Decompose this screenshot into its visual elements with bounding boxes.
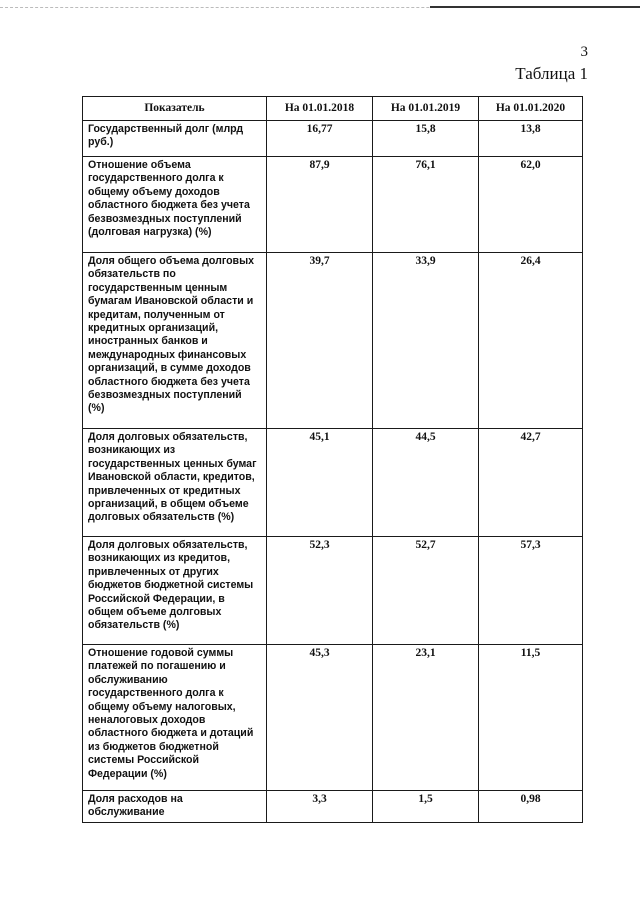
value-2018: 45,3 bbox=[267, 645, 373, 791]
value-2019: 23,1 bbox=[373, 645, 479, 791]
value-2018: 52,3 bbox=[267, 537, 373, 645]
header-2018: На 01.01.2018 bbox=[267, 97, 373, 121]
debt-indicators-table bbox=[82, 96, 583, 823]
value-2020: 62,0 bbox=[479, 157, 583, 253]
value-2019: 44,5 bbox=[373, 429, 479, 537]
indicator-cell: Государственный долг (млрд руб.) bbox=[83, 121, 267, 157]
value-2020: 0,98 bbox=[479, 791, 583, 823]
value-2020: 13,8 bbox=[479, 121, 583, 157]
value-2019: 15,8 bbox=[373, 121, 479, 157]
value-2018: 3,3 bbox=[267, 791, 373, 823]
table-row bbox=[83, 645, 583, 791]
scan-edge-mark bbox=[430, 6, 640, 8]
header-2019: На 01.01.2019 bbox=[373, 97, 479, 121]
value-2018: 16,77 bbox=[267, 121, 373, 157]
table-row bbox=[83, 791, 583, 823]
table-row bbox=[83, 429, 583, 537]
value-2018: 87,9 bbox=[267, 157, 373, 253]
value-2020: 57,3 bbox=[479, 537, 583, 645]
table-header-row bbox=[83, 97, 583, 121]
value-2020: 11,5 bbox=[479, 645, 583, 791]
table-row bbox=[83, 253, 583, 429]
value-2019: 52,7 bbox=[373, 537, 479, 645]
value-2019: 1,5 bbox=[373, 791, 479, 823]
table-caption: Таблица 1 bbox=[515, 64, 588, 83]
indicator-cell: Доля долговых обязательств, возникающих из государственных ценных бумаг Ивановской области, кредитов, привлеченных от кредитных организаций, в общем объеме долговых обязательств (%) bbox=[83, 429, 267, 537]
value-2018: 39,7 bbox=[267, 253, 373, 429]
value-2019: 76,1 bbox=[373, 157, 479, 253]
indicator-cell: Доля расходов на обслуживание bbox=[83, 791, 267, 823]
table-row bbox=[83, 157, 583, 253]
indicator-cell: Отношение объема государственного долга к общему объему доходов областного бюджета без учета безвозмездных поступлений (долговая нагрузка) (%) bbox=[83, 157, 267, 253]
table-row bbox=[83, 121, 583, 157]
indicator-cell: Доля долговых обязательств, возникающих из кредитов, привлеченных от других бюджетов бюджетной системы Российской Федерации, в общем объеме долговых обязательств (%) bbox=[83, 537, 267, 645]
value-2019: 33,9 bbox=[373, 253, 479, 429]
value-2020: 42,7 bbox=[479, 429, 583, 537]
page-number: 3 bbox=[580, 44, 588, 60]
value-2018: 45,1 bbox=[267, 429, 373, 537]
value-2020: 26,4 bbox=[479, 253, 583, 429]
table-row bbox=[83, 537, 583, 645]
indicator-cell: Отношение годовой суммы платежей по погашению и обслуживанию государственного долга к общему объему налоговых, неналоговых доходов областного бюджета и дотаций из бюджетов бюджетной системы Российской Федерации (%) bbox=[83, 645, 267, 791]
header-2020: На 01.01.2020 bbox=[479, 97, 583, 121]
header-indicator: Показатель bbox=[83, 97, 267, 121]
indicator-cell: Доля общего объема долговых обязательств по государственным ценным бумагам Ивановской области и кредитам, полученным от кредитных организаций, иностранных банков и международных финансовых организаций, в сумме доходов областного бюджета без учета безвозмездных поступлений (%) bbox=[83, 253, 267, 429]
